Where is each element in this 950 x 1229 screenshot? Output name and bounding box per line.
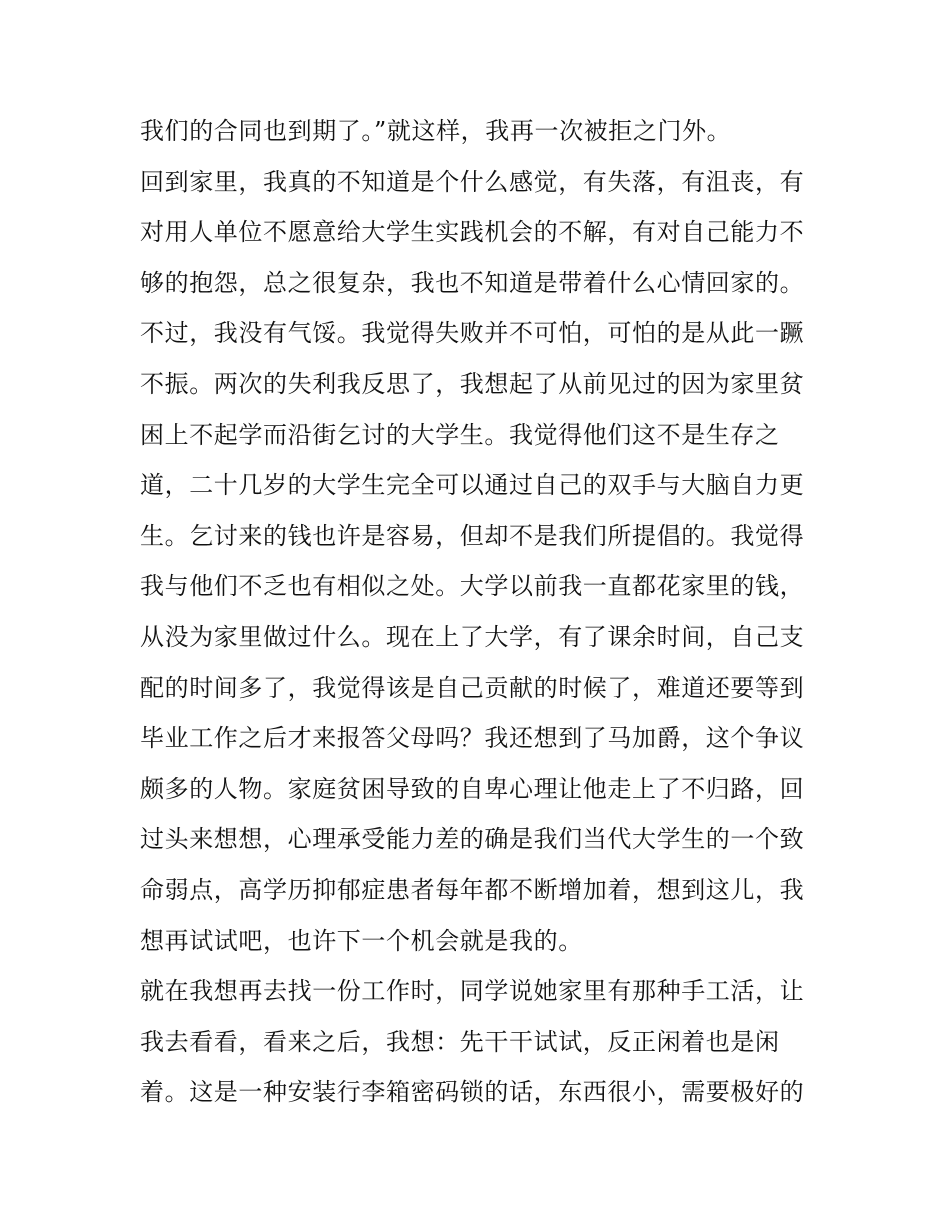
text-line-10: 我与他们不乏也有相似之处。大学以前我一直都花家里的钱， [140, 572, 805, 601]
body-text [140, 106, 820, 1118]
text-line-7: 困上不起学而沿街乞讨的大学生。我觉得他们这不是生存之 [140, 420, 780, 449]
text-line-12: 配的时间多了，我觉得该是自己贡献的时候了，难道还要等到 [140, 673, 805, 702]
text-line-6: 不振。两次的失利我反思了，我想起了从前见过的因为家里贫 [140, 369, 805, 398]
text-line-2: 回到家里，我真的不知道是个什么感觉，有失落，有沮丧，有 [140, 167, 805, 196]
text-line-20: 着。这是一种安装行李箱密码锁的话，东西很小，需要极好的 [140, 1078, 805, 1107]
text-line-17: 想再试试吧，也许下一个机会就是我的。 [140, 926, 583, 955]
text-line-13: 毕业工作之后才来报答父母吗？我还想到了马加爵，这个争议 [140, 724, 805, 753]
text-line-18: 就在我想再去找一份工作时，同学说她家里有那种手工活，让 [140, 977, 805, 1006]
text-line-5: 不过，我没有气馁。我觉得失败并不可怕，可怕的是从此一蹶 [140, 319, 805, 348]
text-line-19: 我去看看，看来之后，我想：先干干试试，反正闲着也是闲 [140, 1027, 780, 1056]
text-line-11: 从没为家里做过什么。现在上了大学，有了课余时间，自己支 [140, 622, 805, 651]
text-line-8: 道，二十几岁的大学生完全可以通过自己的双手与大脑自力更 [140, 471, 805, 500]
text-line-14: 颇多的人物。家庭贫困导致的自卑心理让他走上了不归路，回 [140, 774, 805, 803]
text-line-3: 对用人单位不愿意给大学生实践机会的不解，有对自己能力不 [140, 218, 805, 247]
text-line-15: 过头来想想，心理承受能力差的确是我们当代大学生的一个致 [140, 825, 805, 854]
text-line-1: 我们的合同也到期了。”就这样，我再一次被拒之门外。 [140, 117, 732, 145]
text-line-9: 生。乞讨来的钱也许是容易，但却不是我们所提倡的。我觉得 [140, 521, 805, 550]
text-line-4: 够的抱怨，总之很复杂，我也不知道是带着什么心情回家的。 [140, 268, 805, 297]
text-line-16: 命弱点，高学历抑郁症患者每年都不断增加着，想到这儿，我 [140, 875, 805, 904]
